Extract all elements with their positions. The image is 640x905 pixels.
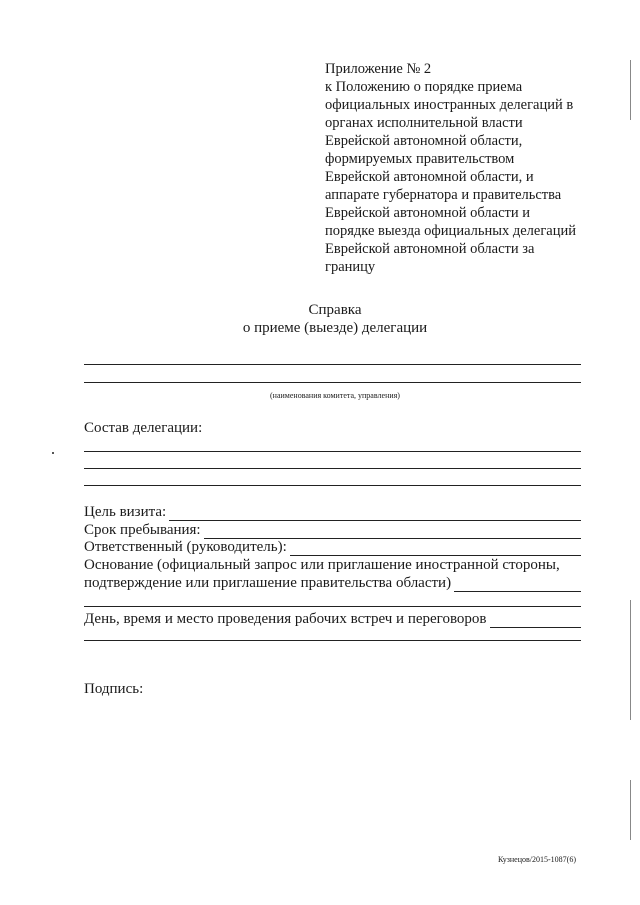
committee-caption: (наименования комитета, управления) [270,391,400,400]
appendix-line: Еврейской автономной области за [325,241,535,257]
appendix-line: Еврейской автономной области, и [325,169,534,185]
document-title: Справка [308,302,362,318]
purpose-field[interactable] [169,506,581,521]
appendix-line: Еврейской автономной области и [325,205,531,221]
duration-label: Срок пребывания: [84,522,201,538]
scan-edge-mark [630,780,631,840]
purpose-row [84,503,581,521]
responsible-label: Ответственный (руководитель): [84,539,287,555]
appendix-line: Еврейской автономной области, [325,133,523,149]
appendix-line: к Положению о порядке приема [325,79,523,95]
meetings-field[interactable] [490,613,581,628]
basis-label-line-2: подтверждение или приглашение правительства области) [84,575,452,591]
composition-line-3[interactable] [84,485,581,486]
appendix-line: официальных иностранных делегаций в [325,97,574,113]
signature-label: Подпись: [84,681,144,697]
meetings-line-extra[interactable] [84,640,581,641]
appendix-line: органах исполнительной власти [325,115,523,131]
purpose-label: Цель визита: [84,504,167,520]
scan-edge-mark [630,60,631,120]
appendix-line: формируемых правительством [325,151,515,167]
composition-line-2[interactable] [84,468,581,469]
composition-line-1[interactable] [84,451,581,452]
responsible-row [84,538,581,556]
document-subtitle: о приеме (выезде) делегации [242,320,428,336]
committee-name-line-1[interactable] [84,364,581,365]
appendix-header [325,60,605,276]
scan-edge-mark [630,600,631,720]
duration-field[interactable] [204,524,581,539]
appendix-line: порядке выезда официальных делегаций [325,223,577,239]
basis-field[interactable] [454,577,581,592]
duration-row [84,521,581,539]
responsible-field[interactable] [290,541,581,556]
appendix-line: Приложение № 2 [325,61,432,77]
committee-name-line-2[interactable] [84,382,581,383]
scan-speck [52,452,54,454]
footer-reference: Кузнецов/2015-1087(6) [498,855,576,864]
basis-line-extra[interactable] [84,606,581,607]
composition-label: Состав делегации: [84,420,203,436]
appendix-line: аппарате губернатора и правительства [325,187,562,203]
appendix-line: границу [325,259,376,275]
basis-row [84,574,581,592]
meetings-row [84,610,581,628]
basis-label-line-1: Основание (официальный запрос или приглашение иностранной стороны, [84,557,560,573]
meetings-label: День, время и место проведения рабочих встреч и переговоров [84,611,487,627]
